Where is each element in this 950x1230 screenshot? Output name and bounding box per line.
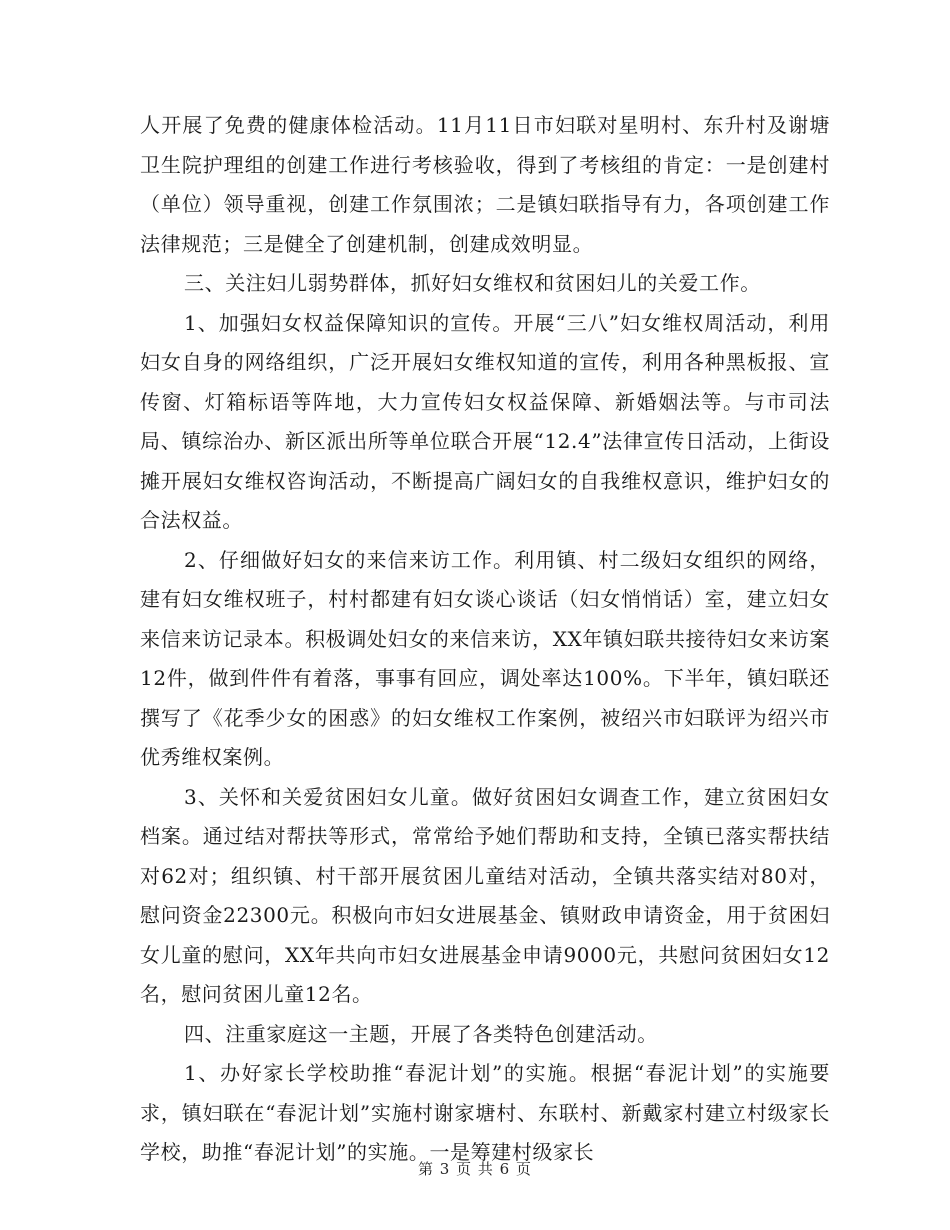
paragraph-rights-publicity: 1、加强妇女权益保障知识的宣传。开展“三八”妇女维权周活动，利用妇女自身的网络组织，广泛开展妇女维权知道的宣传，利用各种黑板报、宣传窗、灯箱标语等阵地，大力宣传妇女权益保障、新婚姻法等。与市司法局、镇综治办、新区派出所等单位联合开展“12.4”法律宣传日活动，上街设摊开展妇女维权咨询活动，不断提高广阔妇女的自我维权意识，维护妇女的合法权益。 xyxy=(140,310,830,532)
page-number-footer: 第 3 页 共 6 页 xyxy=(418,1160,532,1178)
section-heading-three: 三、关注妇儿弱势群体，抓好妇女维权和贫困妇儿的关爱工作。 xyxy=(184,271,761,295)
paragraph-letters-visits: 2、仔细做好妇女的来信来访工作。利用镇、村二级妇女组织的网络，建有妇女维权班子，村村都建有妇女谈心谈话（妇女悄悄话）室，建立妇女来信来访记录本。积极调处妇女的来信来访，XX年镇妇联共接待妇女来访案12件，做到件件有着落，事事有回应，调处率达100%。下半年，镇妇联还撰写了《花季少女的困惑》的妇女维权工作案例，被绍兴市妇联评为绍兴市优秀维权案例。 xyxy=(140,547,830,769)
paragraph-parent-school: 1、办好家长学校助推“春泥计划”的实施。根据“春泥计划”的实施要求，镇妇联在“春泥计划”实施村谢家塘村、东联村、新戴家村建立村级家长学校，助推“春泥计划”的实施。一是筹建村级家长 xyxy=(140,1061,830,1164)
document-body xyxy=(140,106,830,1173)
section-heading-four: 四、注重家庭这一主题，开展了各类特色创建活动。 xyxy=(184,1021,658,1046)
paragraph-continuation: 人开展了免费的健康体检活动。11月11日市妇联对星明村、东升村及谢塘卫生院护理组的创建工作进行考核验收，得到了考核组的肯定：一是创建村（单位）领导重视，创建工作氛围浓；二是镇妇联指导有力，各项创建工作法律规范；三是健全了创建机制，创建成效明显。 xyxy=(140,113,830,256)
paragraph-poor-women-children: 3、关怀和关爱贫困妇女儿童。做好贫困妇女调查工作，建立贫困妇女档案。通过结对帮扶等形式，常常给予她们帮助和支持，全镇已落实帮扶结对62对；组织镇、村干部开展贫困儿童结对活动，全镇共落实结对80对，慰问资金22300元。积极向市妇女进展基金、镇财政申请资金，用于贫困妇女儿童的慰问，XX年共向市妇女进展基金申请9000元，共慰问贫困妇女12名，慰问贫困儿童12名。 xyxy=(140,784,830,1006)
